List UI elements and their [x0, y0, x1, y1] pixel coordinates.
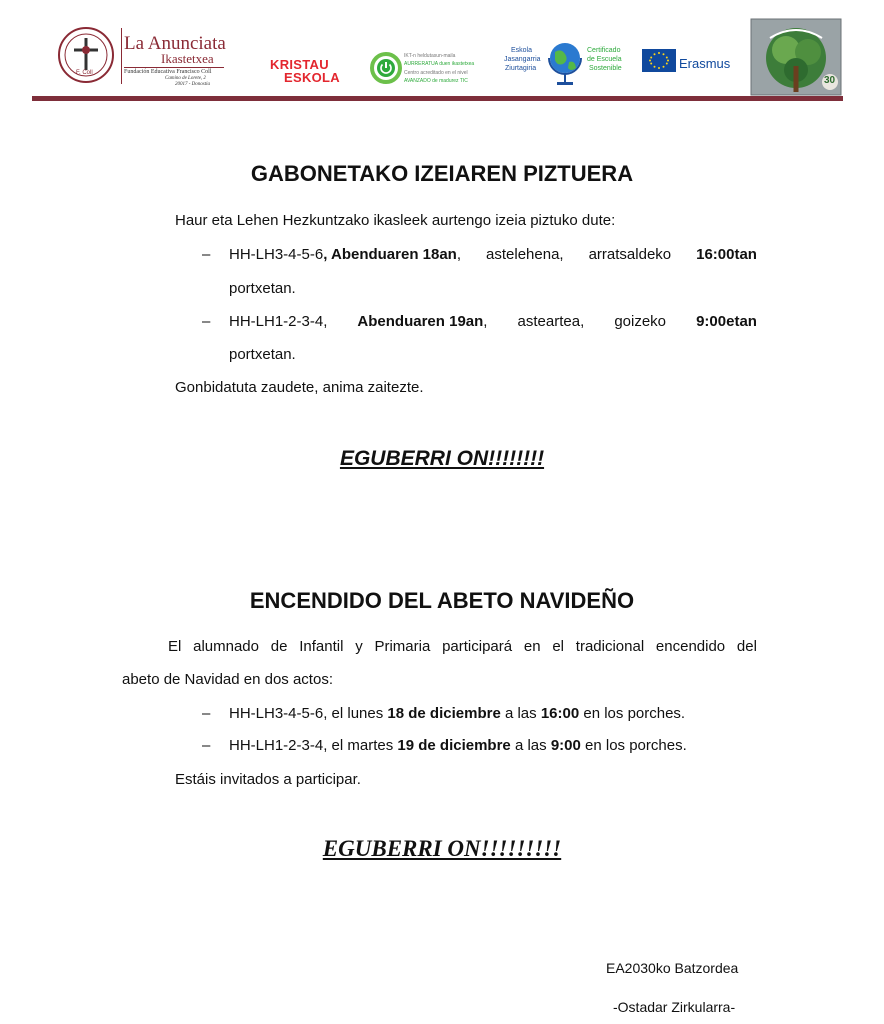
spanish-greeting: EGUBERRI ON!!!!!!!!! — [322, 836, 562, 861]
basque-item-2-time: 9:00etan — [696, 313, 757, 330]
kristau-eskola-logo — [266, 56, 350, 90]
eskola-jasangarria-logo — [503, 40, 633, 92]
ikt-accreditation-logo — [370, 52, 488, 92]
eskola-left-3: Ziurtagiria — [505, 65, 537, 72]
spanish-item-1-dash: – — [202, 705, 211, 722]
school-address-street: Camino de Lorete, 2 — [165, 76, 206, 81]
basque-item-2-date: Abenduaren 19an, — [357, 313, 488, 330]
eskola-left-1: Eskola — [511, 47, 533, 54]
basque-item-1-time: 16:00tan — [696, 246, 757, 263]
header-divider — [32, 96, 843, 101]
globe-icon — [547, 40, 583, 88]
spanish-intro-word: y — [355, 638, 363, 655]
spanish-intro-word: alumnado — [193, 638, 259, 655]
agenda-2030-logo — [750, 18, 842, 96]
spanish-intro-word: encendido — [655, 638, 726, 655]
la-anunciata-logo — [57, 26, 227, 90]
spanish-intro-word: el — [552, 638, 565, 655]
basque-item-2-day: asteartea, — [517, 313, 585, 330]
ikt-line-2: AURRERATUA duen ikastetxea — [404, 61, 475, 67]
signature-committee: EA2030ko Batzordea — [606, 960, 739, 976]
spanish-title: ENCENDIDO DEL ABETO NAVIDEÑO — [249, 588, 635, 613]
spanish-intro-word: del — [736, 638, 757, 655]
spanish-intro-word: participará — [442, 638, 513, 655]
spanish-intro-word: El — [168, 638, 182, 655]
logo-rule — [124, 67, 224, 68]
spanish-closing: Estáis invitados a participar. — [175, 771, 361, 788]
power-icon — [370, 52, 402, 84]
basque-item-2 — [229, 313, 757, 331]
basque-item-1 — [229, 246, 757, 264]
ikt-line-1: IKT-n heldutasun-maila — [404, 53, 456, 59]
eskola-left-2: Jasangarria — [504, 56, 541, 63]
school-address-city: 20017 - Donostia — [175, 82, 210, 87]
spanish-intro-word: Infantil — [299, 638, 344, 655]
basque-item-1-when: arratsaldeko — [588, 246, 672, 263]
seal-caption: F. Coll — [76, 70, 93, 76]
basque-intro: Haur eta Lehen Hezkuntzako ikasleek aurtengo izeia piztuko dute: — [175, 212, 616, 229]
eskola-right-1: Certificado — [587, 47, 621, 54]
erasmus-word: Erasmus — [679, 56, 731, 71]
basque-closing: Gonbidatuta zaudete, anima zaitezte. — [175, 379, 424, 396]
eskola-right-2: de Escuela — [587, 56, 622, 63]
spanish-intro-word: en — [523, 638, 541, 655]
spanish-intro-word: de — [270, 638, 288, 655]
document-header — [0, 0, 884, 104]
signature-bulletin: -Ostadar Zirkularra- — [613, 999, 736, 1015]
logo-divider — [121, 28, 122, 84]
basque-item-1-group: HH-LH3-4-5-6, Abenduaren 18an, — [229, 246, 462, 263]
spanish-intro-word: tradicional — [575, 638, 645, 655]
ikt-line-3: Centro acreditado en el nivel — [404, 70, 468, 76]
basque-greeting: EGUBERRI ON!!!!!!!! — [339, 447, 545, 470]
school-name: La Anunciata — [124, 33, 226, 54]
spanish-item-2: HH-LH1-2-3-4, el martes 19 de diciembre a las 9:00 en los porches. — [229, 737, 687, 754]
spanish-intro-line-2: abeto de Navidad en dos actos: — [122, 671, 333, 688]
foundation-name: Fundación Educativa Francisco Coll — [124, 69, 212, 75]
basque-title: GABONETAKO IZEIAREN PIZTUERA — [250, 161, 634, 186]
spanish-intro-line-1 — [168, 638, 757, 656]
erasmus-logo — [641, 48, 745, 76]
eskola-right-3: Sostenible — [589, 65, 622, 72]
eskola-word: ESKOLA — [284, 70, 340, 85]
school-subname: Ikastetxea — [161, 51, 214, 66]
spanish-intro-word: Primaria — [374, 638, 431, 655]
ikt-line-4: AVANZADO de madurez TIC — [404, 78, 468, 84]
spanish-item-2-dash: – — [202, 737, 211, 754]
basque-item-1-place: portxetan. — [229, 280, 296, 297]
basque-item-1-day: astelehena, — [486, 246, 564, 263]
basque-item-2-group: HH-LH1-2-3-4, — [229, 313, 328, 330]
kristau-word: KRISTAU — [270, 57, 329, 72]
basque-item-1-dash: – — [202, 246, 211, 263]
basque-item-2-dash: – — [202, 313, 211, 330]
agenda-badge-number: 30 — [824, 75, 836, 86]
eu-flag-icon — [642, 49, 676, 72]
spanish-item-1: HH-LH3-4-5-6, el lunes 18 de diciembre a las 16:00 en los porches. — [229, 705, 686, 722]
basque-item-2-place: portxetan. — [229, 346, 296, 363]
basque-item-2-when: goizeko — [614, 313, 667, 330]
